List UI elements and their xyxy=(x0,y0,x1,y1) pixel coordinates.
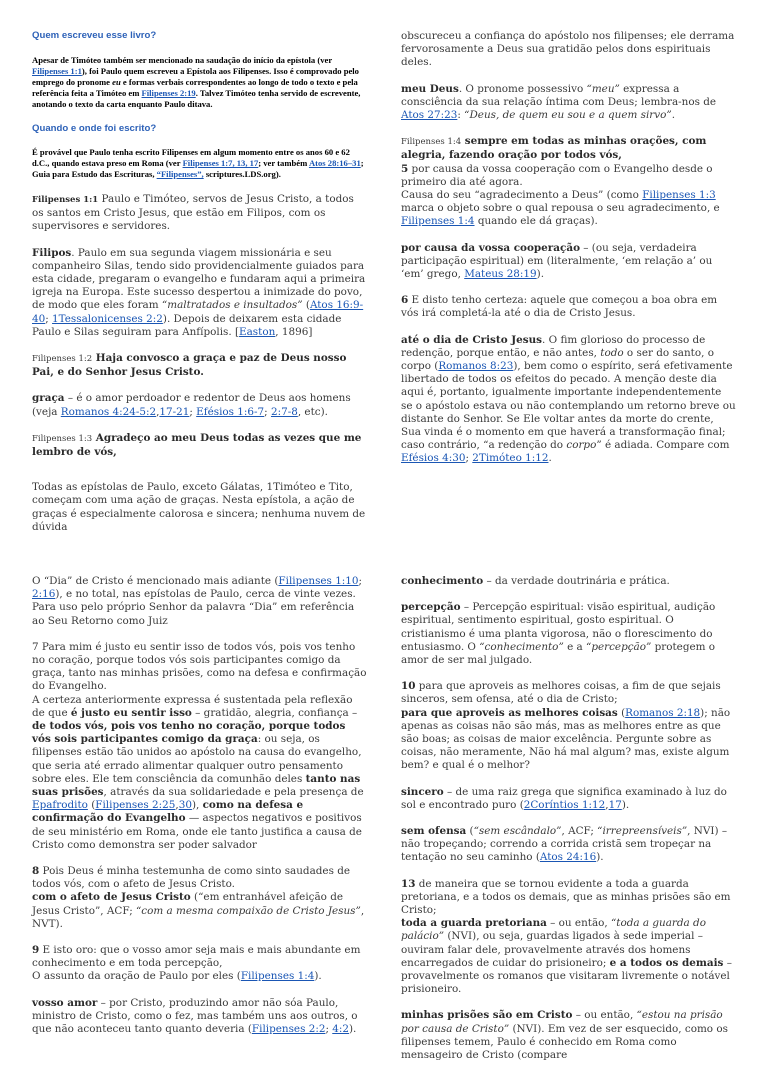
text: quando ele dá graças). xyxy=(474,215,598,228)
comment-filipos xyxy=(32,247,367,339)
link-efesios-4-30[interactable]: Efésios 4:30 xyxy=(401,452,466,465)
link-filipenses-1-1[interactable]: Filipenses 1:1 xyxy=(32,65,82,76)
intro-heading-author: Quem escreveu esse livro? xyxy=(32,30,157,41)
text: O assunto da oração de Paulo por eles ( xyxy=(32,970,241,983)
text: ; xyxy=(358,575,363,587)
link-filipenses-1-4[interactable]: Filipenses 1:4 xyxy=(401,215,475,228)
text: ). xyxy=(348,1023,357,1036)
verse-number: 10 xyxy=(401,680,416,693)
term: minhas prisões são em Cristo xyxy=(401,1009,573,1022)
term: Filipos xyxy=(32,246,72,259)
verse-text: E isto oro: que o vosso amor seja mais e mais abundante em conhecimento e em toda percepção, xyxy=(32,944,361,970)
quote: “toda a guarda do palácio” xyxy=(401,917,706,943)
top-spread xyxy=(32,30,736,547)
term: sem ofensa xyxy=(401,825,467,838)
text: ). xyxy=(536,268,544,281)
comment-sem-ofensa xyxy=(401,825,736,865)
text: A certeza anteriormente expressa é sustentada pela reflexão de que xyxy=(32,693,353,719)
quote: “maltratados e insultados” xyxy=(161,299,303,312)
quote: “irrepreensíveis” xyxy=(597,825,688,838)
verse-1-1 xyxy=(32,193,367,234)
text: , 1896] xyxy=(275,325,313,338)
comment-dia-mencionado xyxy=(32,575,367,628)
text: – ou então, xyxy=(546,917,611,930)
text: (“em entranhável afeição de Jesus Cristo”, ACF; xyxy=(32,891,344,917)
link-17-21[interactable]: 17-21 xyxy=(159,405,190,418)
term: até o dia de Cristo Jesus xyxy=(401,333,543,346)
verse-1-9 xyxy=(32,944,367,970)
text: , NVT). xyxy=(32,904,365,930)
term: percepção xyxy=(401,601,461,614)
link-2-16[interactable]: 2:16 xyxy=(32,588,56,601)
verse-number: 8 xyxy=(32,865,40,878)
term: por causa da vossa cooperação xyxy=(401,241,580,254)
verse-number: 13 xyxy=(401,877,416,890)
term: sincero xyxy=(401,785,444,798)
term: e a todos os demais xyxy=(609,956,724,969)
term: vosso amor xyxy=(32,996,98,1009)
verse-text: de maneira que se tornou evidente a toda a guarda pretoriana, e a todos os demais, que as minhas prisões são em Cristo; xyxy=(401,877,731,917)
comment-graca xyxy=(32,392,367,418)
text: e a xyxy=(563,640,587,653)
term: como na defesa e confirmação do Evangelho xyxy=(32,799,304,825)
comment-afeto xyxy=(32,891,367,931)
verse-1-8 xyxy=(32,865,367,891)
comment-sincero xyxy=(401,786,736,812)
intro-text: Apesar de Timóteo também ser mencionado na saudação do início da epístola (ver xyxy=(32,54,332,65)
text: ). Depois de deixarem esta cidade Paulo e Silas seguiram para Anfípolis. [ xyxy=(32,312,342,338)
term: de todos vós, pois vos tenho no coração, porque todos vós sois participantes comigo da graça xyxy=(32,720,346,746)
verse-text: para que aproveis as melhores coisas, a fim de que sejais sinceros, sem ofensa, até o dia de Cristo; xyxy=(401,680,721,706)
link-atos-28-16[interactable]: Atos 28:16–31 xyxy=(308,158,361,168)
term: para que aproveis as melhores coisas xyxy=(401,706,618,719)
verse-number: 9 xyxy=(32,944,40,957)
text: ; xyxy=(45,312,53,325)
text: , xyxy=(156,405,160,418)
text: – gratidão, alegria, confiança – xyxy=(191,706,358,719)
text: O “Dia” de Cristo é mencionado mais adiante ( xyxy=(32,575,279,587)
link-filipenses-2-25[interactable]: Filipenses 2:25 xyxy=(95,799,176,812)
text: – Percepção espiritual: visão espiritual, audição espiritual, sentimento espiritual, gosto espiritual. O cristianismo é uma planta vigorosa, não o florescimento do entusiasmo. O xyxy=(401,601,716,653)
verse-text: Paulo e Timóteo, servos de Jesus Cristo, a todos os santos em Cristo Jesus, que estão em Filipos, com os supervisores e servidores. xyxy=(32,193,354,233)
link-30[interactable]: 30 xyxy=(178,799,192,812)
verse-ref: Filipenses 1:4 xyxy=(401,137,462,148)
text: Causa do seu “agradecimento a Deus” (como xyxy=(401,189,643,202)
comment-aproveis xyxy=(401,707,736,773)
text: (NVI), ou seja, guardas ligados à sede imperial – ouviram falar dele, provavelmente através dos homens encarregados de cuidar do prisioneiro; xyxy=(401,930,703,969)
text: (NVI). Em vez de ser esquecido, como os filipenses temem, Paulo é conhecido em Roma como mensageiro de Cristo (compare xyxy=(401,1022,728,1062)
text: – de uma raiz grega que significa examinado à luz do sol e encontrado puro ( xyxy=(401,785,727,811)
text: . O fim glorioso do processo de redenção, porque então, e não antes, xyxy=(401,333,706,359)
link-2corintios-1-12[interactable]: 2Coríntios 1:12 xyxy=(523,798,606,811)
text: ). xyxy=(621,798,630,811)
emphasis: todo xyxy=(600,346,624,359)
quote: “com a mesma compaixão de Cristo Jesus” xyxy=(136,904,361,917)
verse-1-4 xyxy=(401,135,736,162)
verse-text: sempre em todas as minhas orações, com alegria, fazendo oração por todos vós, xyxy=(401,135,707,162)
verse-1-5 xyxy=(401,163,736,189)
link-17[interactable]: 17 xyxy=(608,798,622,811)
emphasis: corpo xyxy=(566,439,597,452)
verse-1-7: 7 Para mim é justo eu sentir isso de todos vós, pois vos tenho no coração, porque todos vós sois participantes comigo da graça, tanto nas minhas prisões, como na defesa e confirmação do Evangelho. xyxy=(32,640,367,693)
quote: “estou na prisão por causa de Cristo” xyxy=(401,1009,723,1035)
text: , ACF; xyxy=(561,825,598,838)
term: com o afeto de Jesus Cristo xyxy=(32,891,191,904)
text: : xyxy=(457,109,465,122)
link-filipenses-1-4b[interactable]: Filipenses 1:4 xyxy=(240,970,315,983)
link-romanos-8-23[interactable]: Romanos 8:23 xyxy=(438,360,514,373)
top-left-column xyxy=(32,30,367,547)
verse-ref: Filipenses 1:1 xyxy=(32,195,99,205)
link-filipenses-1-7[interactable]: Filipenses 1:7, 13, 17 xyxy=(182,158,259,168)
verse-text: Haja convosco a graça e paz de Deus nosso Pai, e do Senhor Jesus Cristo. xyxy=(32,352,347,379)
quote: “Deus, de quem eu sou e a quem sirvo” xyxy=(464,109,672,122)
link-filipenses-1-10[interactable]: Filipenses 1:10 xyxy=(278,575,359,587)
comment-vosso-amor xyxy=(32,997,367,1037)
text: ; xyxy=(465,452,473,465)
link-atos-16[interactable]: Atos 16:9-40 xyxy=(32,299,364,325)
verse-text: Pois Deus é minha testemunha de como sinto saudades de todos vós, com o afeto de Jesus Cristo. xyxy=(32,865,351,891)
link-efesios-1-6[interactable]: Efésios 1:6-7 xyxy=(196,405,265,418)
verse-text: por causa da vossa cooperação com o Evangelho desde o primeiro dia até agora. xyxy=(401,162,713,188)
verse-ref: Filipenses 1:3 xyxy=(32,433,93,444)
text: – (ou seja, verdadeira participação espiritual) em (literalmente, ‘em relação a’ ou ‘em’ grego, xyxy=(401,241,713,281)
text: , NVI) – não tropeçando; correndo a corrida cristã sem tropeçar na tentação no seu caminho ( xyxy=(401,825,728,864)
term: conhecimento xyxy=(401,575,484,587)
link-2-7-8[interactable]: 2:7-8 xyxy=(270,405,298,418)
text: ), xyxy=(191,799,203,812)
comment-guarda xyxy=(401,917,736,996)
verse-1-2 xyxy=(32,352,367,379)
intro-text: ), foi Paulo quem escreveu a Epístola aos Filipenses. Isso é comprovado pelo emprego do pronome xyxy=(32,65,359,87)
text: – ou então, xyxy=(572,1009,637,1022)
text: , xyxy=(175,799,179,812)
verse-1-3 xyxy=(32,432,367,459)
text: protegem o amor de ser mal julgado. xyxy=(401,640,716,667)
intro-heading-when: Quando e onde foi escrito? xyxy=(32,122,157,134)
text: o ser do santo, o corpo ( xyxy=(401,346,714,373)
intro-text: eu xyxy=(112,76,121,87)
comment-conhecimento xyxy=(401,575,736,588)
quote: “meu” xyxy=(586,82,620,95)
link-atos-24-16[interactable]: Atos 24:16 xyxy=(539,851,597,864)
text: ( xyxy=(617,706,626,719)
comment-oracao xyxy=(32,970,367,983)
text: ). xyxy=(314,970,322,983)
verse-text: Agradeço ao meu Deus todas as vezes que me lembro de vós, xyxy=(32,431,362,459)
term: toda a guarda pretoriana xyxy=(401,917,547,930)
intro-text: ; ver também xyxy=(258,158,309,168)
text: marca o objeto sobre o qual repousa o seu agradecimento, e xyxy=(401,202,720,215)
link-atos-27-23[interactable]: Atos 27:23 xyxy=(401,109,458,122)
text: ( xyxy=(87,799,96,812)
term: é justo eu sentir isso xyxy=(70,706,192,719)
quote: “percepção” xyxy=(586,640,652,653)
link-guia-filipenses[interactable]: “Filipenses”, xyxy=(156,169,204,179)
term: tanto nas suas prisões xyxy=(32,772,361,799)
link-1tess-2-2[interactable]: 1Tessalonicenses 2:2 xyxy=(52,312,163,325)
text: ; xyxy=(325,1023,333,1036)
text: ; xyxy=(189,405,197,418)
link-mateus-28-19[interactable]: Mateus 28:19 xyxy=(464,268,537,281)
link-easton[interactable]: Easton xyxy=(239,325,276,338)
link-filipenses-1-3[interactable]: Filipenses 1:3 xyxy=(642,189,716,202)
text: . xyxy=(548,452,552,465)
intro-text: . Talvez Timóteo tenha servido de escrevente, anotando o texto da carta enquanto Paulo ditava. xyxy=(32,87,361,109)
link-filipenses-2-19[interactable]: Filipenses 2:19 xyxy=(141,87,196,98)
comment-meu-deus xyxy=(401,83,736,123)
link-epafrodito[interactable]: Epafrodito xyxy=(32,799,88,812)
text: . xyxy=(671,109,676,122)
bottom-left-column xyxy=(32,575,367,1075)
verse-number: 5 xyxy=(401,162,409,175)
text: . O pronome possessivo xyxy=(458,82,587,95)
comment-dia-de-cristo xyxy=(401,334,736,466)
term: graça xyxy=(32,392,65,405)
comment-prisoes xyxy=(401,1009,736,1062)
comment-causa xyxy=(401,189,736,229)
verse-1-6 xyxy=(401,294,736,320)
text: expressa a consciência da sua relação íntima com Deus; lembra-nos de xyxy=(401,82,717,108)
quote: “conhecimento” xyxy=(479,640,564,653)
term: meu Deus xyxy=(401,82,459,95)
text: ). xyxy=(596,851,604,864)
intro-author-paragraph xyxy=(32,55,367,110)
bottom-spread xyxy=(32,575,736,1075)
intro-text: scriptures.LDS.org). xyxy=(203,169,281,179)
text: ; xyxy=(264,405,271,418)
verse-1-13 xyxy=(401,878,736,918)
bottom-right-column xyxy=(401,575,736,1075)
comment-certeza xyxy=(32,694,367,852)
text: ); não apenas as coisas não são más, mas as melhores entre as que são boas; as coisas de maior excelência. Pergunte sobre as coisas, não meramente, Não há mal algum? mas, existe algum bem? e qual é o melhor? xyxy=(401,706,731,772)
text: — aspectos negativos e positivos de seu ministério em Roma, onde ele tanto justifica a causa de Cristo como demonstra ser poder salvador xyxy=(32,812,362,851)
text: : ou seja, os filipenses estão tão unidos ao apóstolo na causa do evangelho, que seria até errado alimentar qualquer outro pensamento sobre eles. Ele tem consciência da comunhão deles xyxy=(32,733,362,785)
verse-number: 6 xyxy=(401,294,409,307)
intro-text: e formas verbais correspondentes ao longo de todo o texto e pela referência feita a Timóteo em xyxy=(32,76,358,98)
intro-text: ; Guia para Estudo das Escrituras, xyxy=(32,158,364,179)
verse-1-10 xyxy=(401,680,736,706)
link-2timoteo-1-12[interactable]: 2Timóteo 1:12 xyxy=(472,452,549,465)
link-romanos-4-24[interactable]: Romanos 4:24-5:2 xyxy=(60,405,157,418)
link-romanos-2-18[interactable]: Romanos 2:18 xyxy=(625,706,701,719)
text: , etc). xyxy=(297,405,328,418)
comment-continued: obscureceu a confiança do apóstolo nos filipenses; ele derrama fervorosamente a Deus sua gratidão pelos dons espirituais deles. xyxy=(401,30,735,69)
comment-percepcao xyxy=(401,601,736,667)
link-4-2[interactable]: 4:2 xyxy=(332,1023,349,1036)
text: – da verdade doutrinária e prática. xyxy=(483,575,670,587)
link-filipenses-2-2[interactable]: Filipenses 2:2 xyxy=(251,1023,326,1036)
text: . Paulo em sua segunda viagem missionária e seu companheiro Silas, tendo sido providencialmente guiados para esta cidade, pregaram o evangelho e fundaram aqui a primeira igreja na Europa. Este sucesso despertou a inimizade do povo, de modo que eles foram xyxy=(32,246,366,312)
comment-cooperacao xyxy=(401,242,736,282)
top-right-column xyxy=(401,30,736,547)
text: – provavelmente os romanos que visitaram livremente o notável prisioneiro. xyxy=(401,956,732,996)
text: , através da sua solidariedade e pela presença de xyxy=(103,786,364,799)
text: , xyxy=(605,798,609,811)
quote: “sem escândalo” xyxy=(473,825,562,838)
intro-text: É provável que Paulo tenha escrito Filipenses em algum momento entre os anos 60 e 62 d.C., quando estava preso em Roma (ver xyxy=(32,147,350,168)
text: – é o amor perdoador e redentor de Deus aos homens (veja xyxy=(32,392,351,418)
verse-ref: Filipenses 1:2 xyxy=(32,354,93,365)
intro-when-paragraph xyxy=(32,147,367,180)
text: ), e no total, nas epístolas de Paulo, cerca de vinte vezes. Para uso pelo próprio Senhor da palavra “Dia” em referência ao Seu Retorno como Juiz xyxy=(32,588,356,627)
comment-epistolas: Todas as epístolas de Paulo, exceto Gálatas, 1Timóteo e Tito, começam com uma ação de graças. Nesta epístola, a ação de graças é especialmente calorosa e sincera; nenhuma nuvem de dúvida xyxy=(32,481,366,533)
text: ” é adiada. Compare com xyxy=(596,439,730,452)
text: – por Cristo, produzindo amor não sóa Paulo, ministro de Cristo, como o fez, mas também uns aos outros, o que não aconteceu tanto quanto deveria ( xyxy=(32,996,358,1036)
text: ( xyxy=(466,825,474,838)
text: ( xyxy=(302,299,310,312)
text: ), bem como o espírito, será efetivamente libertado de todos os efeitos do pecado. A menção deste dia aqui é, portanto, igualmente importante independentemente se o apóstolo estava ou não contemplando um retorno breve ou distante do Senhor. Se Ele voltar antes da morte do crente, Sua vinda é o momento em que haverá a transformação final; caso contrário, “a redenção do xyxy=(401,360,736,452)
verse-text: E disto tenho certeza: aquele que começou a boa obra em vós irá completá-la até o dia de Cristo Jesus. xyxy=(401,294,718,320)
